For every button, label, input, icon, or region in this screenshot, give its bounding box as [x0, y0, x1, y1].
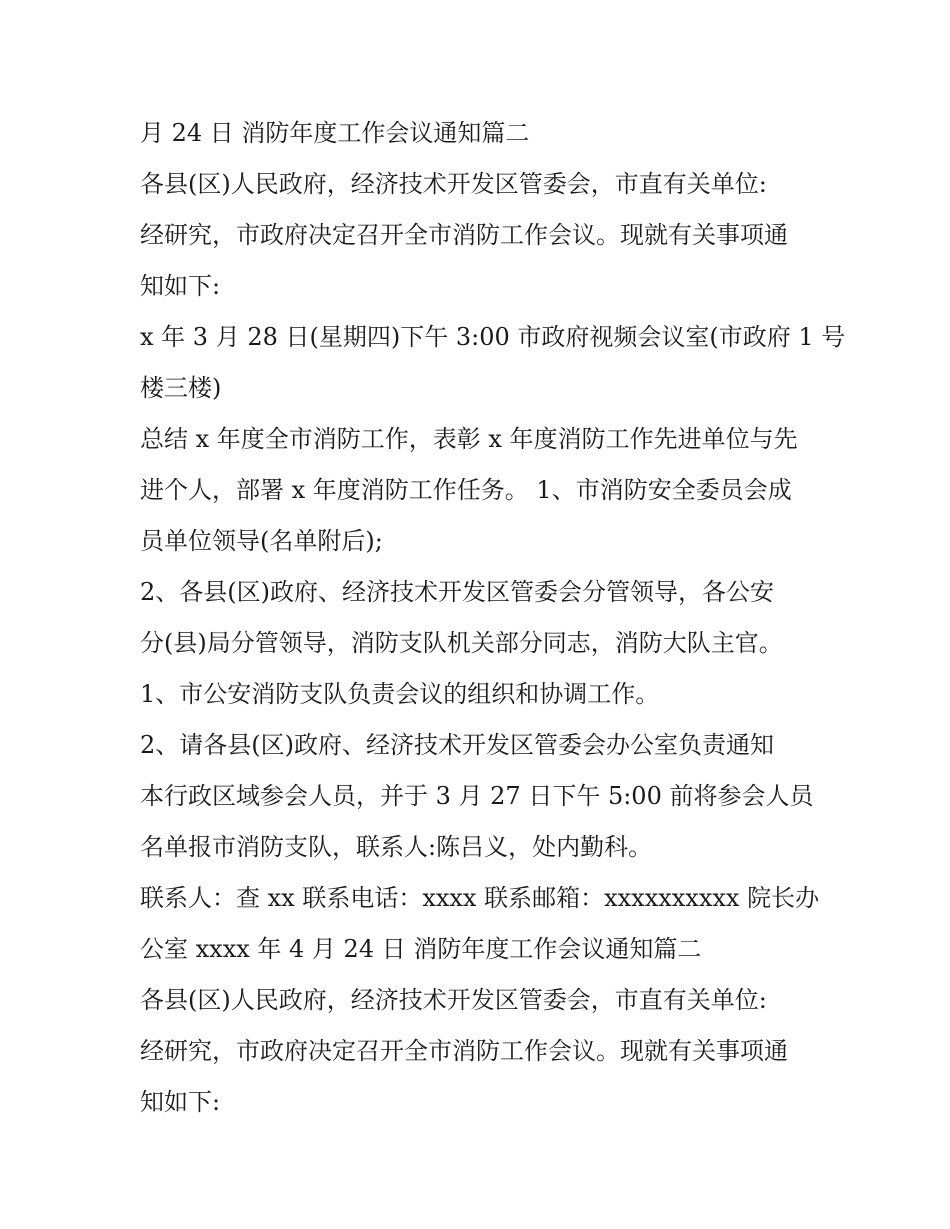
text-line: 经研究，市政府决定召开全市消防工作会议。现就有关事项通	[140, 1037, 788, 1065]
text-line: 2、各县(区)政府、经济技术开发区管委会分管领导，各公安	[140, 578, 774, 606]
text-line: 联系人：查 xx 联系电话：xxxx 联系邮箱：xxxxxxxxxx 院长办	[140, 884, 820, 912]
text-line: 2、请各县(区)政府、经济技术开发区管委会办公室负责通知	[140, 731, 774, 759]
document-body	[140, 108, 846, 1128]
text-line: 楼三楼)	[140, 374, 222, 402]
text-line: 公室 xxxx 年 4 月 24 日 消防年度工作会议通知篇二	[140, 935, 702, 963]
text-line: 知如下:	[140, 1088, 221, 1116]
text-line: 员单位领导(名单附后);	[140, 527, 383, 555]
text-line: 名单报市消防支队，联系人:陈吕义，处内勤科。	[140, 833, 653, 861]
text-line: 进个人，部署 x 年度消防工作任务。 1、市消防安全委员会成	[140, 476, 792, 504]
text-line: 总结 x 年度全市消防工作，表彰 x 年度消防工作先进单位与先	[140, 425, 798, 453]
text-line: 1、市公安消防支队负责会议的组织和协调工作。	[140, 680, 660, 708]
text-line: 经研究，市政府决定召开全市消防工作会议。现就有关事项通	[140, 221, 788, 249]
text-line: 知如下:	[140, 272, 221, 300]
text-line: 各县(区)人民政府，经济技术开发区管委会，市直有关单位:	[140, 986, 767, 1014]
text-line: 各县(区)人民政府，经济技术开发区管委会，市直有关单位:	[140, 170, 767, 198]
text-line: 月 24 日 消防年度工作会议通知篇二	[140, 119, 530, 147]
text-line: x 年 3 月 28 日(星期四)下午 3:00 市政府视频会议室(市政府 1 号	[140, 323, 846, 351]
text-line: 本行政区域参会人员，并于 3 月 27 日下午 5:00 前将参会人员	[140, 782, 814, 810]
text-line: 分(县)局分管领导，消防支队机关部分同志，消防大队主官。	[140, 629, 783, 657]
